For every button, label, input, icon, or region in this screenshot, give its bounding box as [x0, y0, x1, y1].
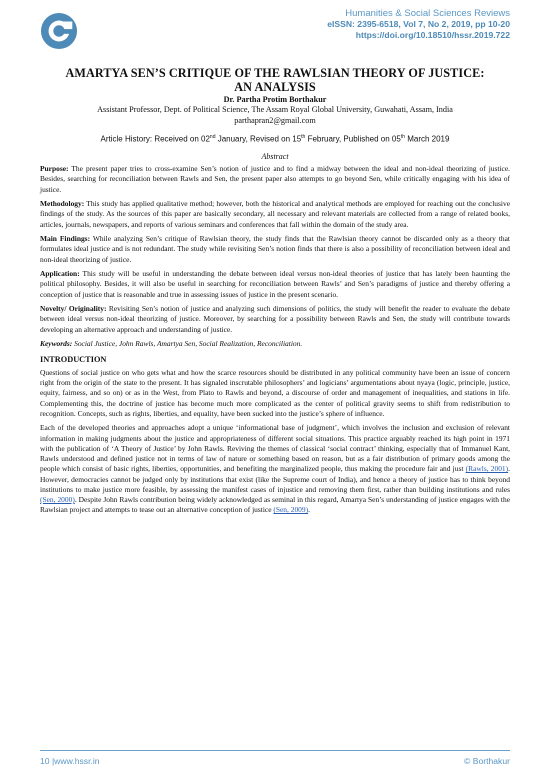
abstract-application	[40, 269, 510, 300]
application-label: Application:	[40, 269, 80, 279]
history-suffix: March 2019	[404, 134, 450, 144]
keywords-text: Social Justice, John Rawls, Amartya Sen, Social Realization, Reconciliation.	[72, 339, 303, 349]
history-mid-1: January, Revised on 15	[215, 134, 302, 144]
methodology-label: Methodology:	[40, 199, 85, 209]
intro-p2-part-c: . Despite John Rawls contribution being widely acknowledged as seminal in this regard, Amartya Sen’s understanding of justice engages with the Rawlsian project and attempts to tease out an alternative conception of justice	[40, 495, 510, 515]
journal-name: Humanities & Social Sciences Reviews	[345, 8, 510, 19]
abstract-keywords	[40, 339, 510, 349]
journal-logo-icon	[40, 12, 78, 50]
history-prefix: Article History: Received on 02	[100, 134, 210, 144]
methodology-text: This study has applied qualitative method; however, both the historical and analytical methods are employed for reaching out the conclusive findings of the study. As the sources of this paper are basically secondary, all necessary and relevant materials are collected from a range of related books, articles, journals, newspapers, and reports of various seminars and conferences that fall within the domain of the study area.	[40, 199, 510, 229]
footer-divider	[40, 750, 510, 751]
paper-title	[40, 66, 510, 94]
history-mid-2: February, Published on 05	[305, 134, 401, 144]
intro-paragraph-1: Questions of social justice on who gets what and how the scarce resources should be distributed in any political community have been an issue of concern right from the origin of the state to the present. It has signaled inscrutable philosophers’ and logicians’ argumentations about nyaya (logic, principle, justice, equity, fairness, and so on) or as in the West, from Plato to Rawls and beyond, a discourse of order and management of inequalities, and stations in life. Complementing this, the doctrine of justice has become much more complicated as the center of political gravity seems to shift from redistribution to recognition. Concepts, such as rights, liberties, and equality, have been sucked into the justice’s sphere of influence.	[40, 367, 510, 418]
abstract-heading: Abstract	[261, 152, 289, 161]
abstract-novelty	[40, 304, 510, 335]
purpose-text: The present paper tries to cross-examine Sen’s notion of justice and to find a midway between the ideal and non-ideal theorizing of justice. Besides, searching for reconciliation between Rawls and Sen, the present paper also attempts to go beyond Sen, while critically engaging with his idea of justice.	[40, 164, 510, 194]
footer-page-website[interactable]: 10 |www.hssr.in	[40, 756, 100, 766]
doi-link[interactable]: https://doi.org/10.18510/hssr.2019.722	[355, 29, 510, 40]
novelty-text: Revisiting Sen’s notion of justice and analyzing such dimensions of politics, the study will benefit the reader to evaluate the debate between ideal versus non-ideal theorizing of justice. Moreover, by searching for a possibility between Rawls and Sen, the study will contribute towards developing an alternative approach and understanding of justice.	[40, 304, 510, 334]
abstract-purpose	[40, 164, 510, 195]
citation-rawls-2001[interactable]: (Rawls, 2001)	[465, 464, 509, 474]
intro-paragraph-2	[40, 423, 510, 515]
author-affiliation: Assistant Professor, Dept. of Political Science, The Assam Royal Global University, Guwahati, Assam, India	[97, 105, 453, 115]
abstract-findings	[40, 234, 510, 265]
abstract-methodology	[40, 199, 510, 230]
intro-p2-part-d: .	[308, 505, 310, 515]
citation-sen-2000[interactable]: (Sen, 2000)	[40, 495, 75, 505]
purpose-label: Purpose:	[40, 164, 69, 173]
author-email[interactable]: parthapran2@gmail.com	[234, 115, 316, 125]
title-line-2: AN ANALYSIS	[234, 80, 316, 94]
history-sup-1: nd	[209, 134, 216, 140]
citation-sen-2009[interactable]: (Sen, 2009)	[273, 505, 309, 515]
novelty-label: Novelty/ Originality:	[40, 304, 107, 314]
history-sup-2: th	[301, 134, 306, 140]
keywords-label: Keywords:	[40, 339, 73, 349]
intro-p2-part-b: . However, democracies cannot be judged only by institutions that exist (like the Supreme court of India), and hence a theory of justice has to think beyond institutions to make justice more feasible, by assessing the manifest cases of injustice and removing them first, rather than building institutions and rules	[40, 464, 510, 494]
author-block	[40, 95, 510, 126]
intro-p2-part-a: Each of the developed theories and approaches adopt a unique ‘informational base of judgment’, which involves the inclusion and exclusion of relevant information in making judgments about the justice and appropriateness of different social situations. This practice arguably reached its high point in 1971 with the publication of ‘A Theory of Justice’ by John Rawls. Reviving the themes of classical ‘social contract’ thinking, especially that of Immanuel Kant, Rawls understood and defined justice not in terms of law of nature or something based on reason, but as a fair distribution of primary goods among the people which consist of basic rights, liberties, opportunities, and benefiting the marginalized people, thus making the procedure fair and just	[40, 423, 510, 474]
issn-line: eISSN: 2395-6518, Vol 7, No 2, 2019, pp 10-20	[327, 19, 510, 30]
history-sup-3: th	[400, 134, 405, 140]
author-name: Dr. Partha Protim Borthakur	[223, 95, 327, 104]
section-heading-introduction: INTRODUCTION	[40, 354, 107, 364]
paper-body	[40, 164, 510, 520]
article-history	[40, 134, 510, 144]
footer-copyright: © Borthakur	[464, 756, 510, 766]
findings-text: While analyzing Sen’s critique of Rawlsian theory, the study finds that the Rawlsian theory cannot be discarded only as a theory that formulates ideal justice and is not redundant. The study while revisiting Sen’s notion finds that there is also a possibility of reconciliation between ideal and non-ideal theorizing of justice.	[40, 234, 510, 264]
journal-header	[327, 9, 510, 40]
application-text: This study will be useful in understanding the debate between ideal versus non-ideal theories of justice that has lately been haunting the political philosophy. Besides, it will also be useful in searching for reconciliation between Rawls’ and Sen’s paradigms of justice and thereby offering a conception of justice that is reasonable and true in assessing issues of justice in the present scenario.	[40, 269, 510, 299]
findings-label: Main Findings:	[40, 234, 91, 244]
title-line-1: AMARTYA SEN’S CRITIQUE OF THE RAWLSIAN THEORY OF JUSTICE:	[65, 66, 485, 80]
